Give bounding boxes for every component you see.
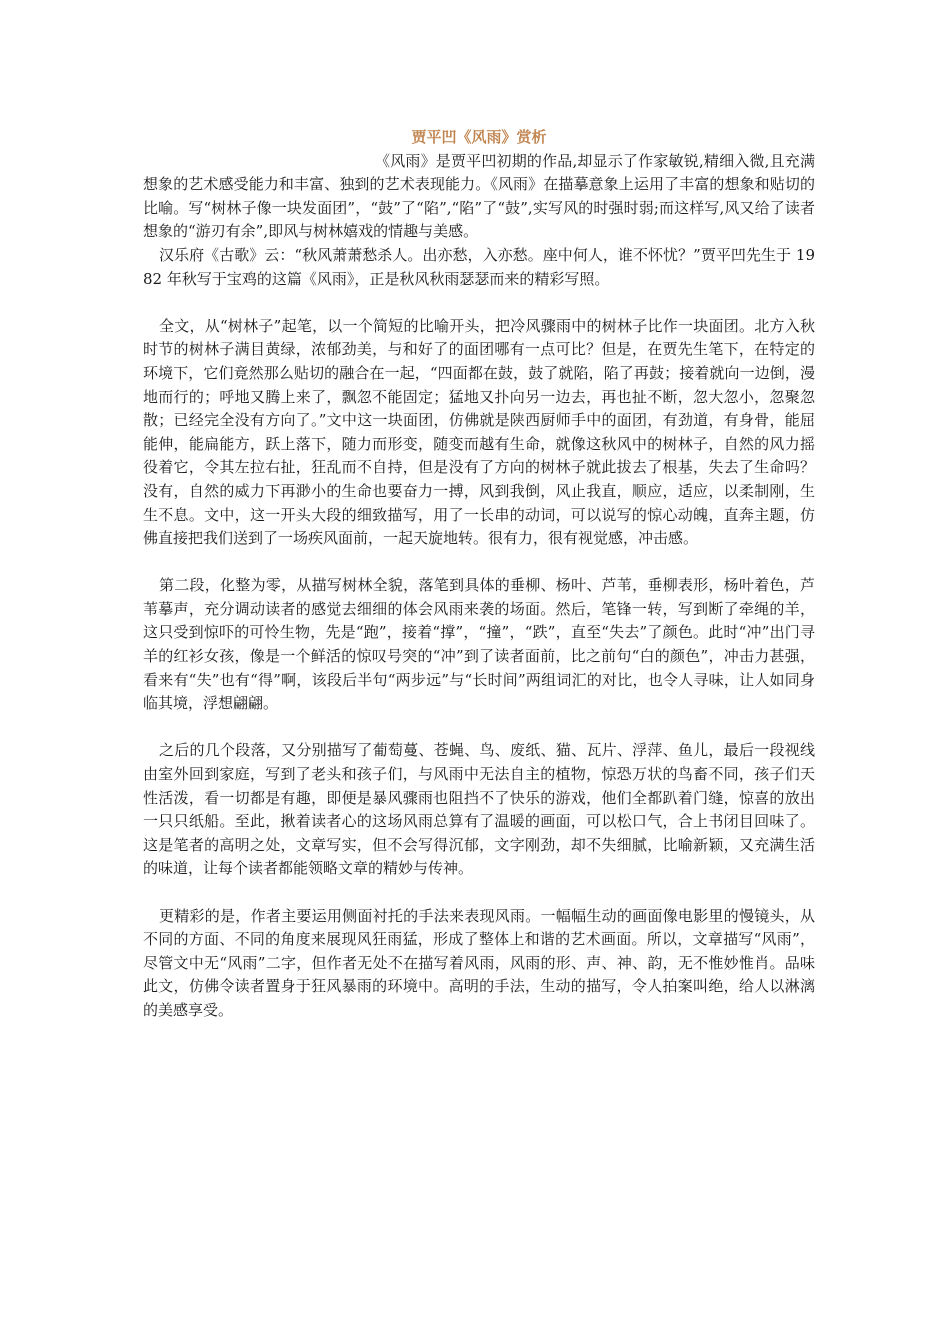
paragraph-later-sections: 之后的几个段落，又分别描写了葡萄蔓、苍蝇、鸟、废纸、猫、瓦片、浮萍、鱼儿，最后一段视线由室外回到家庭，写到了老头和孩子们，与风雨中无法自主的植物，惊恐万状的鸟畜不同，孩子们天性活泼，看一切都是有趣，即便是暴风骤雨也阻挡不了快乐的游戏，他们全都趴着门缝，惊喜的放出一只只纸船。至此，揪着读者心的这场风雨总算有了温暖的画面，可以松口气，合上书闭目回味了。这是笔者的高明之处，文章写实，但不会写得沉郁，文字刚劲，却不失细腻，比喻新颖，又充满生活的味道，让每个读者都能领略文章的精妙与传神。 [143, 741, 815, 878]
paragraph-quote: 汉乐府《古歌》云：“秋风萧萧愁杀人。出亦愁，入亦愁。座中何人，谁不怀忧？”贾平凹先生于 1982 年秋写于宝鸡的这篇《风雨》，正是秋风秋雨瑟瑟而来的精彩写照。 [143, 245, 815, 288]
paragraph-intro: 《风雨》是贾平凹初期的作品,却显示了作家敏锐,精细入微,且充满想象的艺术感受能力和丰富、独到的艺术表现能力。《风雨》在描摹意象上运用了丰富的想象和贴切的比喻。写“树林子像一块发面团”，“鼓”了“陷”,“陷”了“鼓”,实写风的时强时弱;而这样写,风又给了读者想象的“游刃有余”,即风与树林嬉戏的情趣与美感。 [143, 151, 815, 241]
paragraph-spacer [143, 291, 815, 315]
paragraph-spacer [143, 551, 815, 575]
paragraph-spacer [143, 716, 815, 740]
paragraph-spacer [143, 881, 815, 905]
paragraph-second-section: 第二段，化整为零，从描写树林全貌，落笔到具体的垂柳、杨叶、芦苇，垂柳表形，杨叶着色，芦苇摹声，充分调动读者的感觉去细细的体会风雨来袭的场面。然后，笔锋一转，写到断了牵绳的羊，这只受到惊吓的可怜生物，先是“跑”，接着“撑”，“撞”，“跌”，直至“失去”了颜色。此时“冲”出门寻羊的红衫女孩，像是一个鲜活的惊叹号突的“冲”到了读者面前，比之前句“白的颜色”，冲击力甚强，看来有“失”也有“得”啊，该段后半句“两步远”与“长时间”两组词汇的对比，也令人寻味，让人如同身临其境，浮想翩翩。 [143, 576, 815, 713]
paragraph-conclusion: 更精彩的是，作者主要运用侧面衬托的手法来表现风雨。一幅幅生动的画面像电影里的慢镜头，从不同的方面、不同的角度来展现风狂雨猛，形成了整体上和谐的艺术画面。所以，文章描写“风雨”，尽管文中无“风雨”二字，但作者无处不在描写着风雨，风雨的形、声、神、韵，无不惟妙惟肖。品味此文，仿佛令读者置身于狂风暴雨的环境中。高明的手法，生动的描写，令人拍案叫绝，给人以淋漓的美感享受。 [143, 906, 815, 1019]
paragraph-opening-analysis: 全文，从“树林子”起笔，以一个简短的比喻开头，把冷风骤雨中的树林子比作一块面团。北方入秋时节的树林子满目黄绿，浓郁劲美，与和好了的面团哪有一点可比？但是，在贾先生笔下，在特定的环境下，它们竟然那么贴切的融合在一起，“四面都在鼓，鼓了就陷，陷了再鼓；接着就向一边倒，漫地而行的；呼地又腾上来了，飘忽不能固定；猛地又扑向另一边去，再也扯不断，忽大忽小，忽聚忽散；已经完全没有方向了。”文中这一块面团，仿佛就是陕西厨师手中的面团，有劲道，有身骨，能屈能伸，能扁能方，跃上落下，随力而形变，随变而越有生命，就像这秋风中的树林子，自然的风力摇役着它，令其左拉右扯，狂乱而不自持，但是没有了方向的树林子就此拔去了根基，失去了生命吗？没有，自然的威力下再渺小的生命也要奋力一搏，风到我倒，风止我直，顺应，适应，以柔制刚，生生不息。文中，这一开头大段的细致描写，用了一长串的动词，可以说写的惊心动魄，直奔主题，仿佛直接把我们送到了一场疾风面前，一起天旋地转。很有力，很有视觉感，冲击感。 [143, 316, 815, 548]
article-body [143, 126, 815, 1023]
article-title: 贾平凹《风雨》赏析 [411, 128, 547, 146]
